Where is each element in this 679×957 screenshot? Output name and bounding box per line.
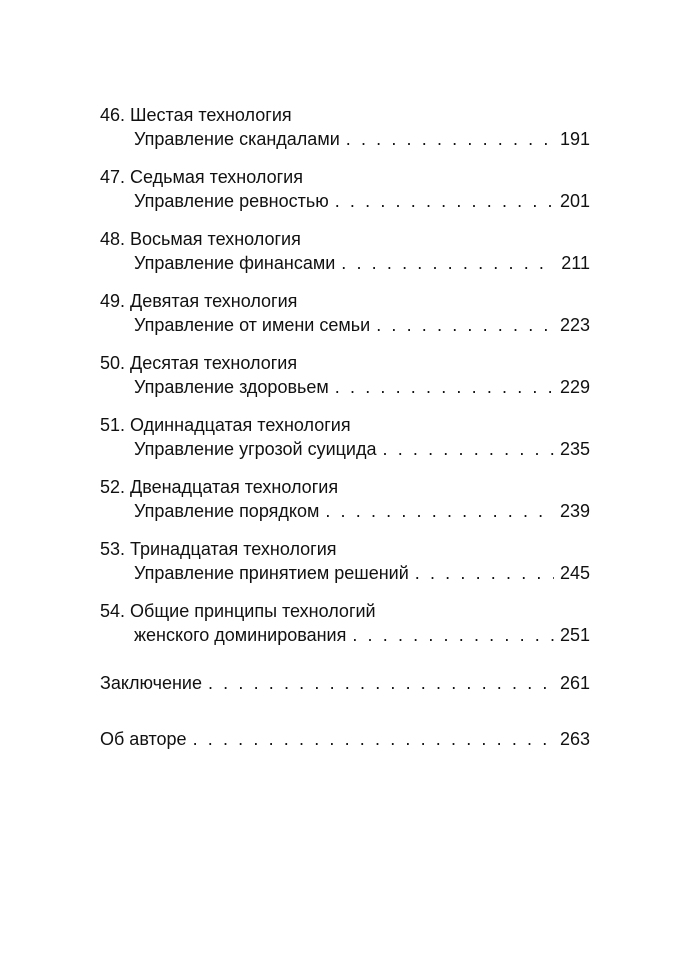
chapter-title: 54. Общие принципы технологий — [100, 601, 376, 621]
page-number: 191 — [559, 129, 590, 149]
page-number: 263 — [559, 729, 590, 749]
dot-leader — [346, 127, 554, 151]
chapter-title: 48. Восьмая технология — [100, 229, 301, 249]
toc-entry-54 — [100, 599, 590, 647]
chapter-subtitle: Управление порядком — [134, 501, 320, 521]
dot-leader — [335, 375, 554, 399]
page-number: 261 — [559, 673, 590, 693]
chapter-line — [100, 313, 590, 337]
dot-leader — [341, 251, 555, 275]
dot-leader — [352, 623, 554, 647]
about-label: Об авторе — [100, 729, 187, 749]
dot-leader — [193, 727, 554, 751]
chapter-line — [100, 561, 590, 585]
page-number: 223 — [559, 315, 590, 335]
chapter-title: 46. Шестая технология — [100, 105, 292, 125]
chapter-subtitle: Управление принятием решений — [134, 563, 409, 583]
page-number: 201 — [559, 191, 590, 211]
page-number: 211 — [561, 253, 590, 273]
dot-leader — [208, 671, 554, 695]
toc-entry-conclusion — [100, 671, 590, 695]
chapter-line — [100, 623, 590, 647]
toc-entry-48 — [100, 227, 590, 275]
dot-leader — [415, 561, 554, 585]
dot-leader — [376, 313, 554, 337]
chapter-line — [100, 375, 590, 399]
toc-entry-47 — [100, 165, 590, 213]
conclusion-line — [100, 671, 590, 695]
chapter-title: 52. Двенадцатая технология — [100, 477, 339, 497]
toc-entry-49 — [100, 289, 590, 337]
chapter-title: 50. Десятая технология — [100, 353, 298, 373]
chapter-subtitle: Управление здоровьем — [134, 377, 329, 397]
chapter-line — [100, 437, 590, 461]
chapter-subtitle: Управление угрозой суицида — [134, 439, 377, 459]
page-number: 229 — [559, 377, 590, 397]
dot-leader — [383, 437, 554, 461]
chapter-title: 49. Девятая технология — [100, 291, 298, 311]
chapter-subtitle: женского доминирования — [134, 625, 347, 645]
chapter-line — [100, 499, 590, 523]
toc-entry-53 — [100, 537, 590, 585]
conclusion-label: Заключение — [100, 673, 202, 693]
chapter-subtitle: Управление скандалами — [134, 129, 340, 149]
chapter-title: 53. Тринадцатая технология — [100, 539, 337, 559]
page-number: 245 — [559, 563, 590, 583]
chapter-title: 47. Седьмая технология — [100, 167, 303, 187]
chapter-subtitle: Управление ревностью — [134, 191, 329, 211]
table-of-contents — [100, 103, 590, 765]
chapter-line — [100, 251, 590, 275]
chapter-line — [100, 127, 590, 151]
chapter-title: 51. Одиннадцатая технология — [100, 415, 351, 435]
page-number: 251 — [559, 625, 590, 645]
toc-entry-51 — [100, 413, 590, 461]
toc-entry-52 — [100, 475, 590, 523]
chapter-subtitle: Управление финансами — [134, 253, 336, 273]
toc-entry-46 — [100, 103, 590, 151]
dot-leader — [325, 499, 554, 523]
about-line — [100, 727, 590, 751]
page-number: 235 — [559, 439, 590, 459]
toc-entry-50 — [100, 351, 590, 399]
chapter-line — [100, 189, 590, 213]
dot-leader — [335, 189, 554, 213]
page-number: 239 — [559, 501, 590, 521]
chapter-subtitle: Управление от имени семьи — [134, 315, 371, 335]
toc-entry-about — [100, 727, 590, 751]
